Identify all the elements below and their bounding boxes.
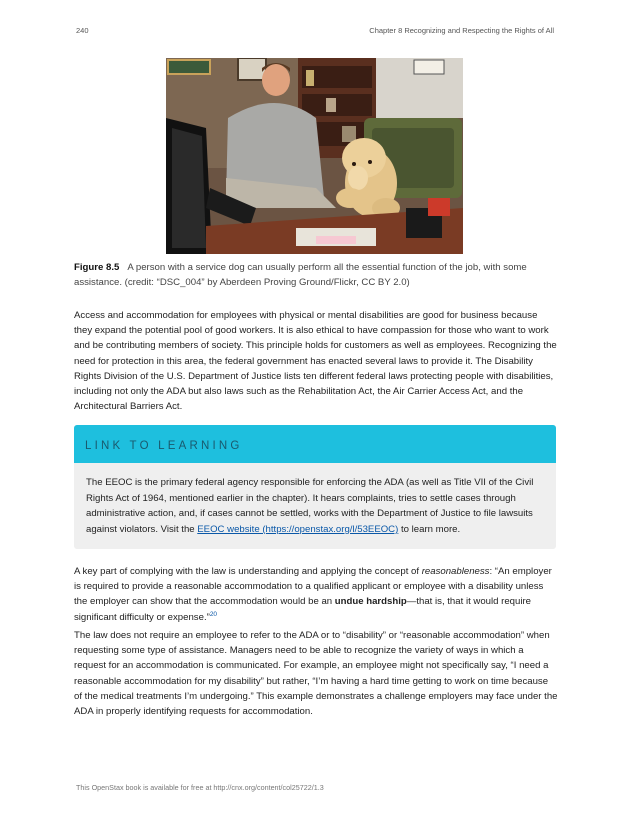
eeoc-website-link[interactable]: EEOC website (https://openstax.org/l/53EEOC) — [197, 523, 399, 535]
footer-note: This OpenStax book is available for free at http://cnx.org/content/col25722/1.3 — [76, 783, 324, 792]
term-undue-hardship: undue hardship — [334, 596, 407, 608]
link-box-header — [74, 425, 556, 463]
chapter-header: Chapter 8 Recognizing and Respecting the Rights of All — [369, 26, 554, 35]
figure-caption-text: A person with a service dog can usually perform all the essential function of the job, with some assistance. (credit: “DSC_004” by Aberdeen Proving Ground/Flickr, CC BY 2.0) — [74, 262, 527, 288]
paragraph-2-part-3: —that is, that it would require significant difficulty or expense.” — [74, 596, 531, 623]
term-reasonableness: reasonableness — [421, 566, 490, 577]
link-to-learning-box — [74, 425, 556, 549]
link-box-text-before: The EEOC is the primary federal agency responsible for enforcing the ADA (as well as Title VII of the Civil Rights Act of 1964, mentioned earlier in the chapter). It hears complaints, tries to settle cases through administrative action, and, if cases cannot be settled, works with the Department of Justice to file lawsuits against violators. Visit the — [86, 477, 534, 535]
link-box-body — [74, 463, 556, 537]
link-box-text-after: to learn more. — [398, 523, 461, 535]
paragraph-2-part-2: : “An employer is required to provide a reasonable accommodation to a qualified applicant or employee with a disability unless the employer can show that the accommodation would be an — [74, 566, 552, 608]
link-box-title: LINK TO LEARNING — [85, 440, 243, 452]
paragraph-reasonableness — [74, 564, 558, 625]
footnote-ref[interactable]: 20 — [209, 610, 218, 618]
figure-caption — [74, 260, 556, 290]
figure-label: Figure 8.5 — [74, 262, 120, 273]
paragraph-2-part-1: A key part of complying with the law is understanding and applying the concept of — [74, 566, 422, 577]
figure-photo — [166, 58, 463, 254]
page-number: 240 — [76, 26, 89, 35]
paragraph-requests: The law does not require an employee to refer to the ADA or to “disability” or “reasonable accommodation” when requesting some type of assistance. Managers need to be able to recognize the variety of ways in which a request for an accommodation is communicated. For example, an employee might not specifically say, “I need a reasonable accommodation for my disability” but rather, “I’m having a hard time getting to work on time because of the medical treatments I’m undergoing.” This example demonstrates a challenge employers may face under the ADA in properly identifying requests for accommodation. — [74, 630, 558, 718]
paragraph-access-accommodation: Access and accommodation for employees with physical or mental disabilities are good for business because they expand the potential pool of good workers. It is also ethical to have compassion for those who want to work and be contributing members of society. This principle holds for customers as well as employees. Recognizing the need for protection in this area, the federal government has enacted several laws to provide it. The Disability Rights Division of the U.S. Department of Justice lists ten different federal laws protecting people with disabilities, including not only the ADA but also laws such as the Rehabilitation Act, the Air Carrier Access Act, and the Architectural Barriers Act. — [74, 310, 557, 413]
